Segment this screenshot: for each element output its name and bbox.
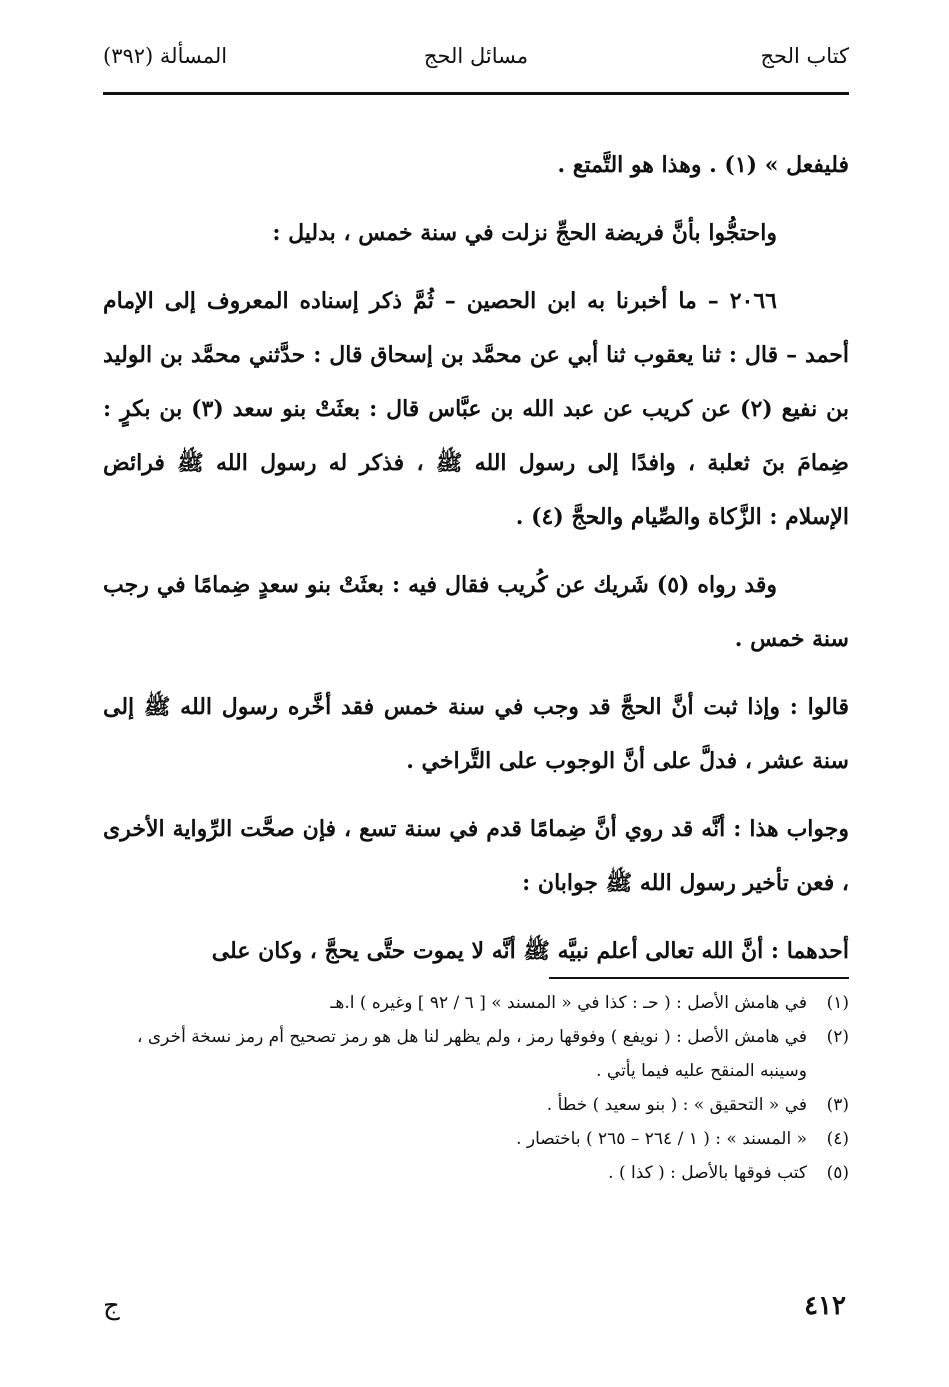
paragraph: ٢٠٦٦ – ما أخبرنا به ابن الحصين – ثُمَّ ذكر إسناده المعروف إلى الإمام أحمد – قال : ثنا يعقوب ثنا أبي عن محمَّد بن إسحاق قال : حدَّثني محمَّد بن الوليد بن نفيع (٢) عن كريب عن عبد الله بن عبَّاس قال : بعثَتْ بنو سعد (٣) بن بكرٍ : ضِمامَ بنَ ثعلبة ، وافدًا إلى رسول الله ﷺ ، فذكر له رسول الله ﷺ فرائض الإسلام : الزَّكاة والصِّيام والحجَّ (٤) . xyxy=(103,288,849,530)
paragraph: أحدهما : أنَّ الله تعالى أعلم نبيَّه ﷺ أنَّه لا يموت حتَّى يحجَّ ، وكان على xyxy=(211,938,849,964)
footnote-number: (٢) xyxy=(826,1027,849,1047)
footnote xyxy=(103,986,849,1020)
footnote-number: (٥) xyxy=(826,1163,849,1183)
header-issue-number: المسألة (٣٩٢) xyxy=(103,44,228,68)
footnote-text: كتب فوقها بالأصل : ( كذا ) . xyxy=(608,1163,807,1183)
footnote-number: (١) xyxy=(826,993,849,1013)
page-number: ٤١٢ xyxy=(804,1291,846,1321)
header-divider xyxy=(103,92,849,95)
paragraph: قالوا : وإذا ثبت أنَّ الحجَّ قد وجب في سنة خمس فقد أخَّره رسول الله ﷺ إلى سنة عشر ، فدلَّ على أنَّ الوجوب على التَّراخي . xyxy=(103,694,849,774)
footnote xyxy=(103,1122,849,1156)
paragraph: فليفعل » (١) . وهذا هو التَّمتع . xyxy=(557,152,849,178)
footnote xyxy=(103,1156,849,1190)
paragraph: وجواب هذا : أنَّه قد روي أنَّ ضِمامًا قدم في سنة تسع ، فإن صحَّت الرِّواية الأخرى ، فعن تأخير رسول الله ﷺ جوابان : xyxy=(103,816,849,896)
footnote-number: (٤) xyxy=(826,1129,849,1149)
footnote-text: « المسند » : ( ١ / ٢٦٤ – ٢٦٥ ) باختصار . xyxy=(516,1129,807,1149)
header-section-title: مسائل الحج xyxy=(423,44,529,68)
footnote xyxy=(103,1020,849,1088)
paragraph: وقد رواه (٥) شَريك عن كُريب فقال فيه : بعثَتْ بنو سعدٍ ضِمامًا في رجب سنة خمس . xyxy=(103,572,849,652)
signature-mark: ج xyxy=(103,1291,120,1321)
footnotes xyxy=(103,986,849,1190)
main-text xyxy=(103,138,849,978)
footnote-text: في هامش الأصل : ( حـ : كذا في « المسند » [ ٦ / ٩٢ ] وغيره ) ا.هـ xyxy=(330,993,807,1013)
footnote-text: في « التحقيق » : ( بنو سعيد ) خطأ . xyxy=(546,1095,807,1115)
footnote-number: (٣) xyxy=(826,1095,849,1115)
footnote-text: في هامش الأصل : ( نويفع ) وفوقها رمز ، ولم يظهر لنا هل هو رمز تصحيح أم رمز نسخة أخرى ، وسينبه المنقح عليه فيما يأتي . xyxy=(136,1027,807,1081)
running-header xyxy=(103,44,849,80)
footnote xyxy=(103,1088,849,1122)
footnote-divider xyxy=(549,977,849,979)
header-book-title: كتاب الحج xyxy=(760,44,849,68)
paragraph: واحتجُّوا بأنَّ فريضة الحجِّ نزلت في سنة خمس ، بدليل : xyxy=(272,220,777,246)
